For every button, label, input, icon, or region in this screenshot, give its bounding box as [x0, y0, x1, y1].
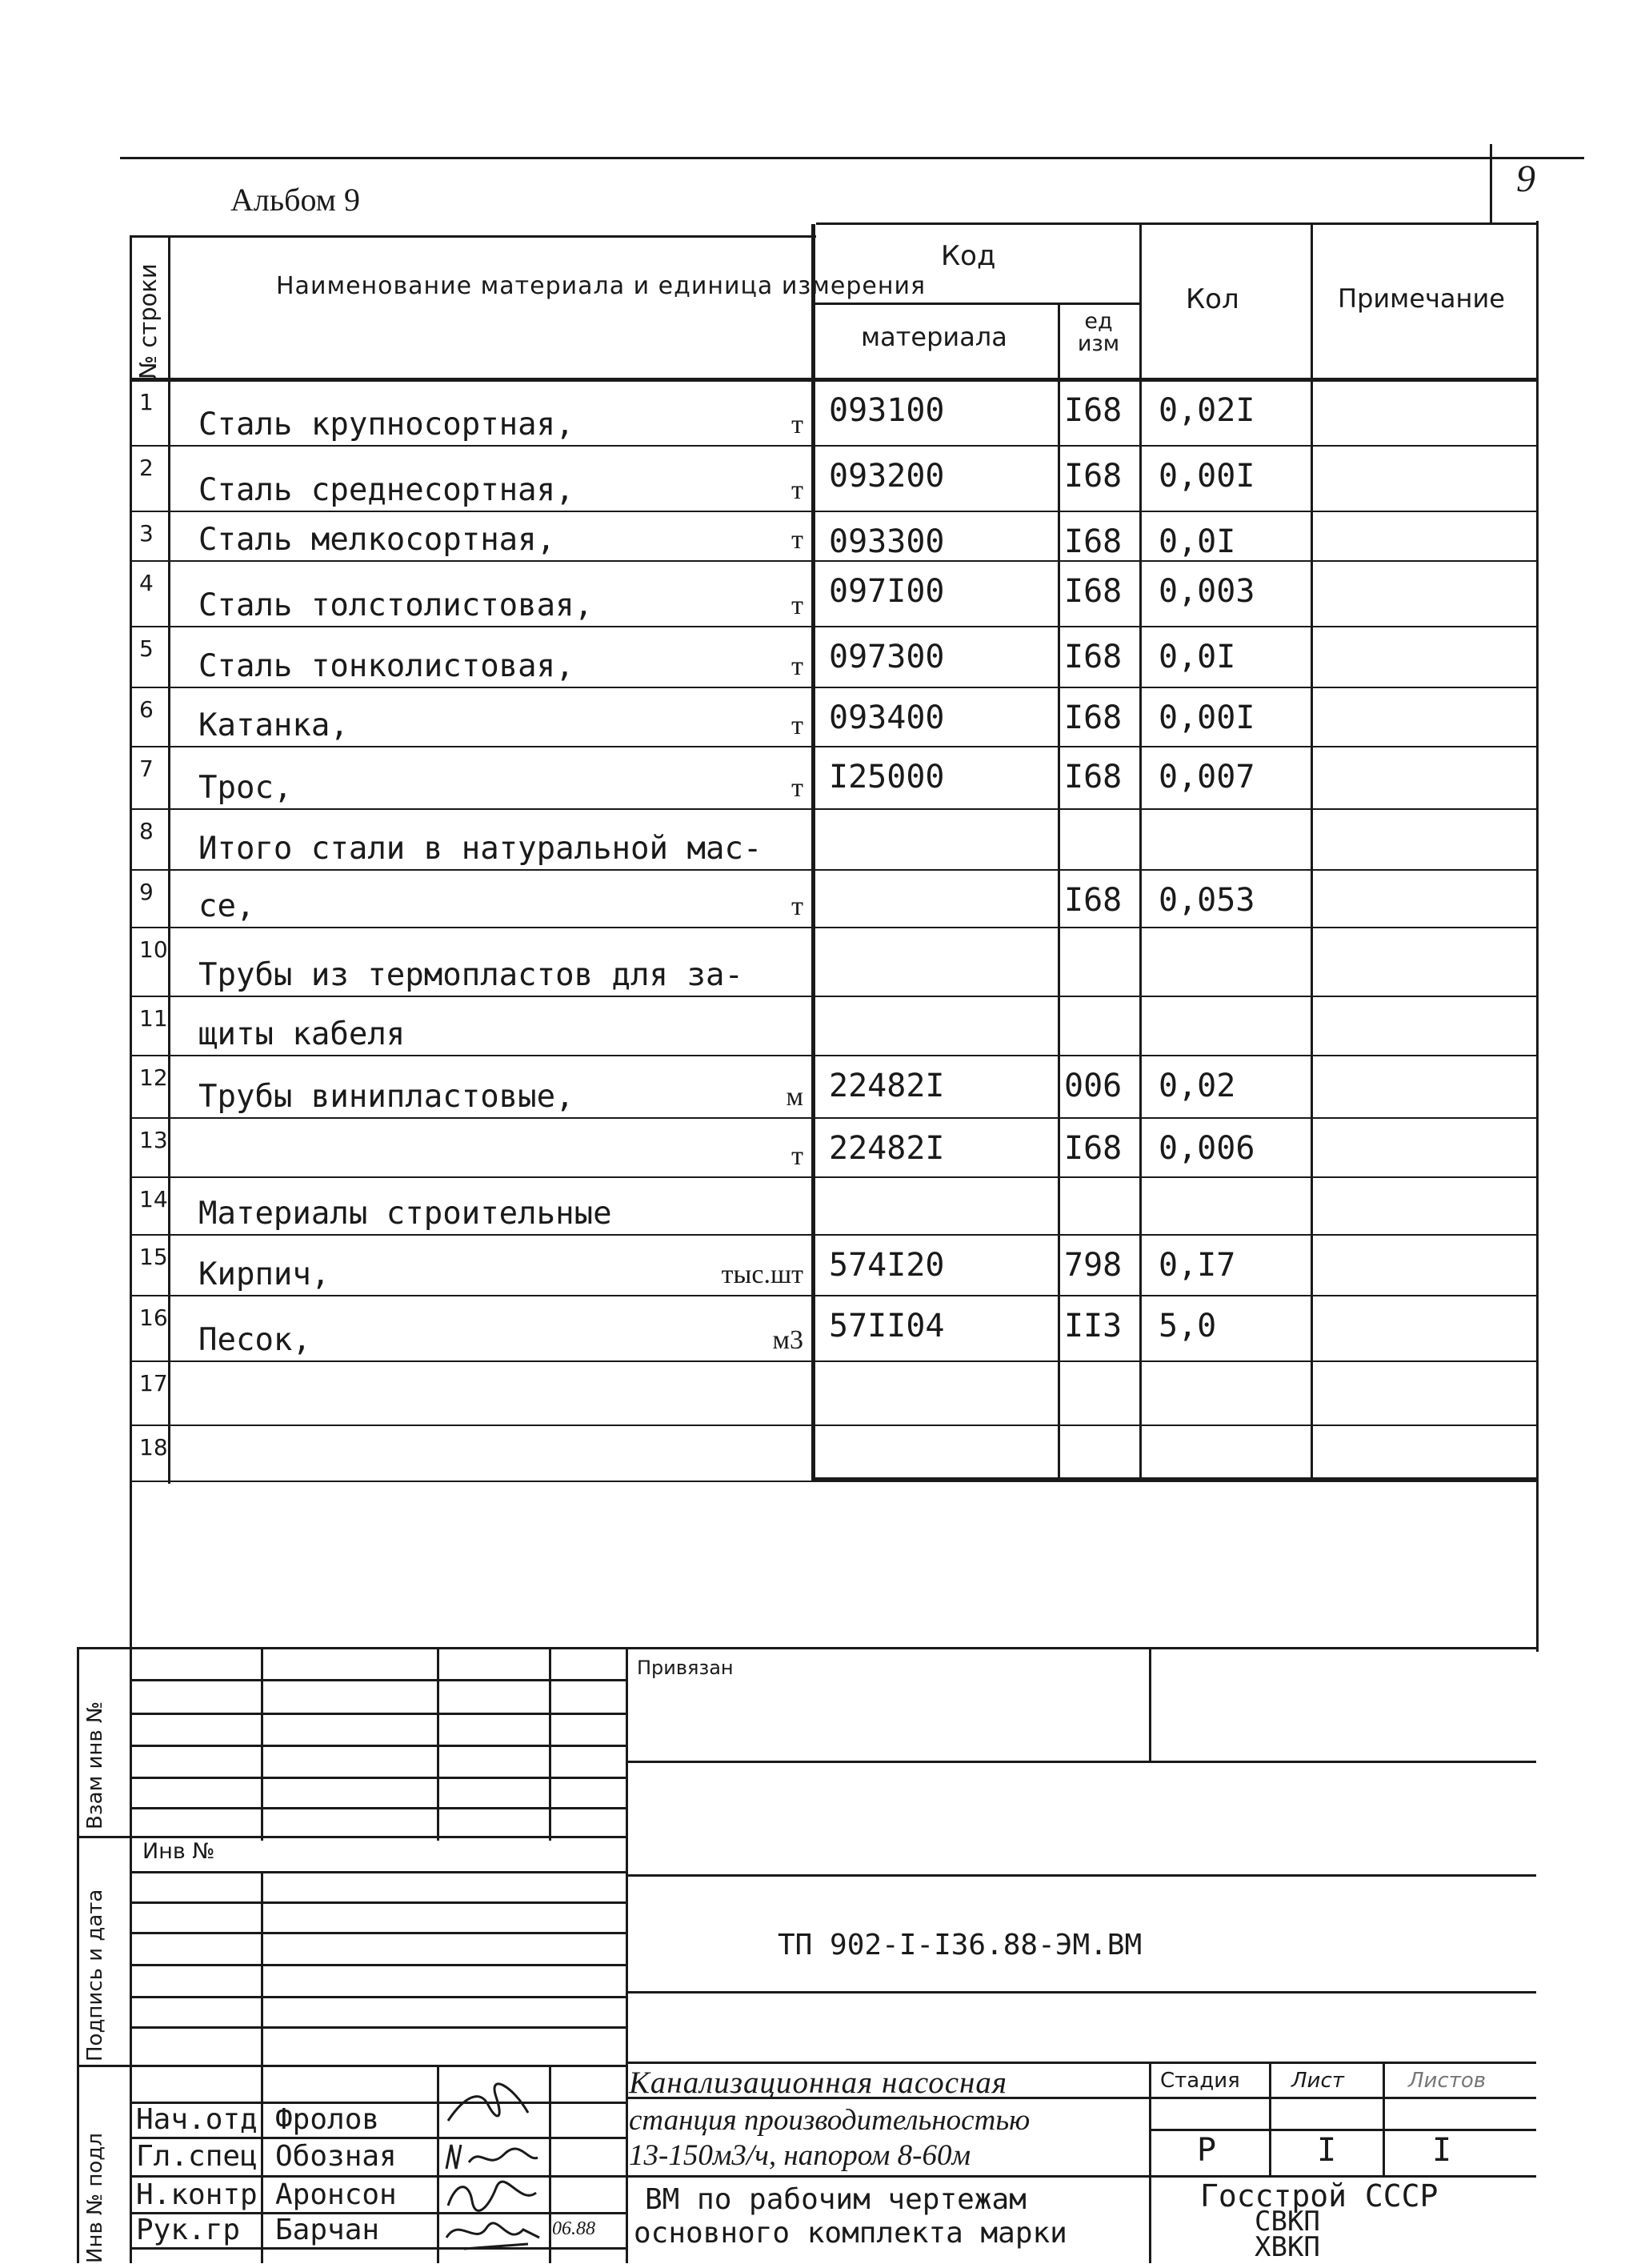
- row-divider: [130, 560, 1538, 562]
- stamp-col-1: [261, 1647, 263, 1841]
- label-vzam-inv: Взам инв №: [83, 1701, 107, 1829]
- stamp-right-row-4: [626, 2062, 1536, 2064]
- col-line-qty: [1139, 224, 1142, 1482]
- signer-role-2: Гл.спец: [136, 2140, 258, 2173]
- row-qty: 0,003: [1159, 573, 1255, 610]
- signer-name-1: Фролов: [275, 2103, 380, 2136]
- row-code: 097I00: [829, 573, 945, 610]
- row-name: Сталь крупносортная,: [198, 407, 574, 443]
- stamp-left-row-15: [130, 2137, 627, 2139]
- signer-role-3: Н.контр: [136, 2178, 258, 2211]
- row-unit: тыс.шт: [721, 1260, 803, 1289]
- row-number: 1: [139, 389, 154, 415]
- row-divider: [130, 808, 1538, 810]
- row-code: 093300: [829, 523, 945, 560]
- row-code: 093400: [829, 699, 945, 736]
- row-name: Песок,: [198, 1322, 311, 1358]
- row-ed: I68: [1064, 699, 1123, 736]
- row-code: 22482I: [829, 1068, 945, 1104]
- col-line-ed: [1058, 303, 1060, 1482]
- row-number: 18: [139, 1434, 168, 1461]
- row-unit: т: [791, 892, 803, 921]
- row-name: Материалы строительные: [198, 1196, 612, 1232]
- page-number-divider: [1490, 144, 1492, 222]
- stamp-stadiya-row: [1149, 2129, 1536, 2131]
- stamp-right-row-3: [626, 1991, 1536, 1994]
- row-name: Катанка,: [198, 707, 349, 743]
- row-qty: 0,02: [1159, 1068, 1236, 1104]
- row-divider: [130, 1425, 1538, 1426]
- stamp-left-row-4: [130, 1777, 627, 1779]
- stamp-left-row-8: [130, 1901, 627, 1904]
- header-top-line-right: [816, 222, 1538, 225]
- row-number: 12: [139, 1064, 168, 1091]
- row-code: 57II04: [829, 1308, 945, 1344]
- row-qty: 0,0I: [1159, 523, 1236, 560]
- signer-name-2: Обозная: [275, 2140, 397, 2173]
- stamp-left-row-16: [130, 2175, 627, 2178]
- row-number: 11: [139, 1005, 168, 1032]
- header-bottom-line: [130, 378, 1538, 382]
- stamp-left-row-2: [130, 1713, 627, 1715]
- row-name: Сталь толстолистовая,: [198, 587, 594, 623]
- label-podpis-data: Подпись и дата: [83, 1889, 107, 2062]
- row-ed: I68: [1064, 523, 1123, 560]
- row-number: 2: [139, 455, 154, 481]
- org-line-1: Госстрой СССР: [1200, 2178, 1439, 2214]
- stadiya-value: Р: [1197, 2132, 1217, 2169]
- header-qty: Кол: [1186, 283, 1239, 315]
- row-number: 9: [139, 879, 154, 905]
- row-divider: [130, 1234, 1538, 1236]
- row-unit: т: [791, 651, 803, 681]
- stamp-left-row-3: [130, 1745, 627, 1747]
- row-number: 4: [139, 570, 154, 596]
- header-code: Код: [941, 240, 996, 272]
- row-name: Сталь среднесортная,: [198, 472, 574, 508]
- row-ed: I68: [1064, 458, 1123, 495]
- row-code: 574I20: [829, 1247, 945, 1284]
- stamp-inner-left: [130, 1647, 132, 2263]
- row-code: I25000: [829, 759, 945, 795]
- row-number: 6: [139, 696, 154, 723]
- stamp-col-3: [549, 1647, 551, 1841]
- row-qty: 0,007: [1159, 759, 1255, 795]
- stamp-left-row-13: [77, 2065, 627, 2067]
- signer-role-4: Рук.гр: [136, 2214, 241, 2246]
- row-code: 093100: [829, 392, 945, 429]
- row-qty: 0,00I: [1159, 699, 1255, 736]
- row-divider: [130, 746, 1538, 747]
- stadiya-label: Стадия: [1160, 2069, 1240, 2093]
- code-sub-line: [811, 303, 1141, 305]
- row-ed: 798: [1064, 1247, 1123, 1284]
- row-name: Сталь мелкосортная,: [198, 522, 556, 558]
- listov-value: I: [1432, 2132, 1452, 2169]
- stamp-col-7: [549, 2065, 551, 2263]
- stamp-right-row-6: [626, 2175, 1536, 2178]
- header-name-line1: Наименование материала и единица измерения: [276, 272, 927, 300]
- privyazan-divider: [1149, 1647, 1151, 1761]
- privyazan-label: Привязан: [637, 1657, 734, 1679]
- list-label: Лист: [1291, 2069, 1344, 2093]
- stamp-left-row-6: [77, 1836, 627, 1838]
- row-name: Итого стали в натуральной мас-: [198, 831, 762, 867]
- row-number: 8: [139, 818, 154, 844]
- stamp-left-row-9: [130, 1932, 627, 1934]
- row-ed: I68: [1064, 573, 1123, 610]
- row-divider: [130, 1295, 1538, 1296]
- row-unit: м: [786, 1082, 803, 1112]
- signature-4: [440, 2214, 544, 2254]
- sign-date: 06.88: [552, 2218, 595, 2239]
- stamp-left-row-10: [130, 1964, 627, 1966]
- signer-name-3: Аронсон: [275, 2178, 397, 2211]
- row-qty: 0,006: [1159, 1130, 1255, 1167]
- row-unit: т: [791, 591, 803, 620]
- row-ed: I68: [1064, 882, 1123, 919]
- title-line-3: 13-150м3/ч, напором 8-60м: [629, 2139, 971, 2172]
- row-name: щиты кабеля: [198, 1016, 406, 1052]
- row-qty: 0,I7: [1159, 1247, 1236, 1284]
- row-number: 15: [139, 1244, 168, 1270]
- row-qty: 0,02I: [1159, 392, 1255, 429]
- row-divider: [130, 511, 1538, 512]
- stamp-left-row-12: [130, 2026, 627, 2029]
- row-unit: т: [791, 475, 803, 505]
- row-code: 22482I: [829, 1130, 945, 1167]
- row-qty: 0,0I: [1159, 639, 1236, 675]
- header-row-no: № строки: [134, 263, 162, 379]
- table-right-border: [1536, 221, 1539, 1652]
- row-divider: [130, 445, 1538, 447]
- stamp-left-row-18: [130, 2247, 627, 2250]
- row-divider: [130, 687, 1538, 688]
- stamp-title-divider: [1149, 2062, 1151, 2263]
- signature-3: [440, 2177, 544, 2214]
- row-divider: [130, 869, 1538, 871]
- top-rule: [120, 157, 1584, 159]
- row-name: Кирпич,: [198, 1256, 330, 1292]
- row-name: Сталь тонколистовая,: [198, 648, 574, 684]
- document-code: ТП 902-I-I36.88-ЭМ.ВМ: [778, 1929, 1143, 1961]
- row-code: 097300: [829, 639, 945, 675]
- header-code-material: материала: [861, 322, 1007, 352]
- row-divider: [130, 1117, 1538, 1119]
- stamp-list-divider: [1383, 2062, 1385, 2175]
- stamp-right-row-2: [626, 1874, 1536, 1877]
- signer-name-4: Барчан: [275, 2214, 380, 2246]
- row-divider: [130, 1176, 1538, 1178]
- row-code: 093200: [829, 458, 945, 495]
- title-line-2: станция производительностью: [629, 2104, 1031, 2137]
- stamp-col-6: [437, 2065, 439, 2263]
- row-number: 16: [139, 1304, 168, 1331]
- row-name: Трубы винипластовые,: [198, 1079, 574, 1115]
- row-unit: т: [791, 1141, 803, 1171]
- stamp-col-4: [626, 1647, 628, 2263]
- row-divider: [130, 626, 1538, 627]
- stamp-left-row-5: [130, 1807, 627, 1809]
- stamp-far-left: [77, 1647, 79, 2263]
- stamp-left-row-1: [130, 1679, 627, 1681]
- stamp-col-2: [437, 1647, 439, 1841]
- signer-role-1: Нач.отд: [136, 2103, 258, 2136]
- row-ed: I68: [1064, 392, 1123, 429]
- row-ed: I68: [1064, 639, 1123, 675]
- page-number: 9: [1516, 158, 1535, 200]
- listov-label: Листов: [1408, 2069, 1487, 2093]
- col-line-no: [168, 235, 170, 1484]
- row-unit: т: [791, 711, 803, 740]
- subtitle-line-2: основного комплекта марки: [634, 2217, 1067, 2250]
- row-unit: т: [791, 410, 803, 439]
- row-ed: I68: [1064, 1130, 1123, 1167]
- title-line-1: Канализационная насосная: [629, 2066, 1008, 2100]
- row-divider: [130, 927, 1538, 928]
- stamp-left-row-11: [130, 1996, 627, 1998]
- org-line-3: ХВКП: [1255, 2231, 1320, 2263]
- label-inv-podl: Инв № подл: [83, 2133, 107, 2263]
- row-number: 5: [139, 635, 154, 662]
- row-number: 13: [139, 1127, 168, 1153]
- row-unit: т: [791, 525, 803, 555]
- row-divider: [130, 1055, 1538, 1056]
- inv-no-label: Инв №: [142, 1839, 215, 1864]
- table-left-border: [130, 235, 132, 1652]
- signature-1: [440, 2081, 544, 2134]
- row-qty: 0,00I: [1159, 458, 1255, 495]
- stamp-stadiya-divider: [1269, 2062, 1271, 2175]
- row-qty: 5,0: [1159, 1308, 1217, 1344]
- row-number: 14: [139, 1186, 168, 1212]
- row-qty: 0,053: [1159, 882, 1255, 919]
- header-top-line: [130, 235, 816, 238]
- row-ed: I68: [1064, 759, 1123, 795]
- col-line-code: [811, 224, 815, 1482]
- signature-2: [440, 2138, 544, 2175]
- row-name: се,: [198, 888, 255, 924]
- header-note: Примечание: [1338, 283, 1505, 314]
- org-line-2: СВКП: [1255, 2206, 1320, 2238]
- list-value: I: [1317, 2132, 1337, 2169]
- stamp-top-line: [77, 1647, 1538, 1649]
- row-unit: м3: [772, 1325, 803, 1355]
- stamp-left-row-7: [130, 1871, 627, 1873]
- row-name: Трубы из термопластов для за-: [198, 957, 743, 993]
- row-divider: [130, 996, 1538, 997]
- row-name: Трос,: [198, 770, 293, 806]
- header-code-unit: ед изм: [1077, 309, 1120, 356]
- row-divider: [130, 1360, 1538, 1362]
- row-number: 17: [139, 1370, 168, 1396]
- row-number: 7: [139, 755, 154, 782]
- stamp-right-row-1: [626, 1761, 1536, 1763]
- album-label: Альбом 9: [230, 182, 360, 218]
- col-line-note: [1311, 224, 1313, 1482]
- row-divider: [130, 1481, 1538, 1482]
- subtitle-line-1: ВМ по рабочим чертежам: [645, 2183, 1027, 2216]
- row-ed: 006: [1064, 1068, 1123, 1104]
- row-number: 10: [139, 936, 168, 963]
- row-number: 3: [139, 520, 154, 547]
- row-unit: т: [791, 773, 803, 803]
- row-ed: II3: [1064, 1308, 1123, 1344]
